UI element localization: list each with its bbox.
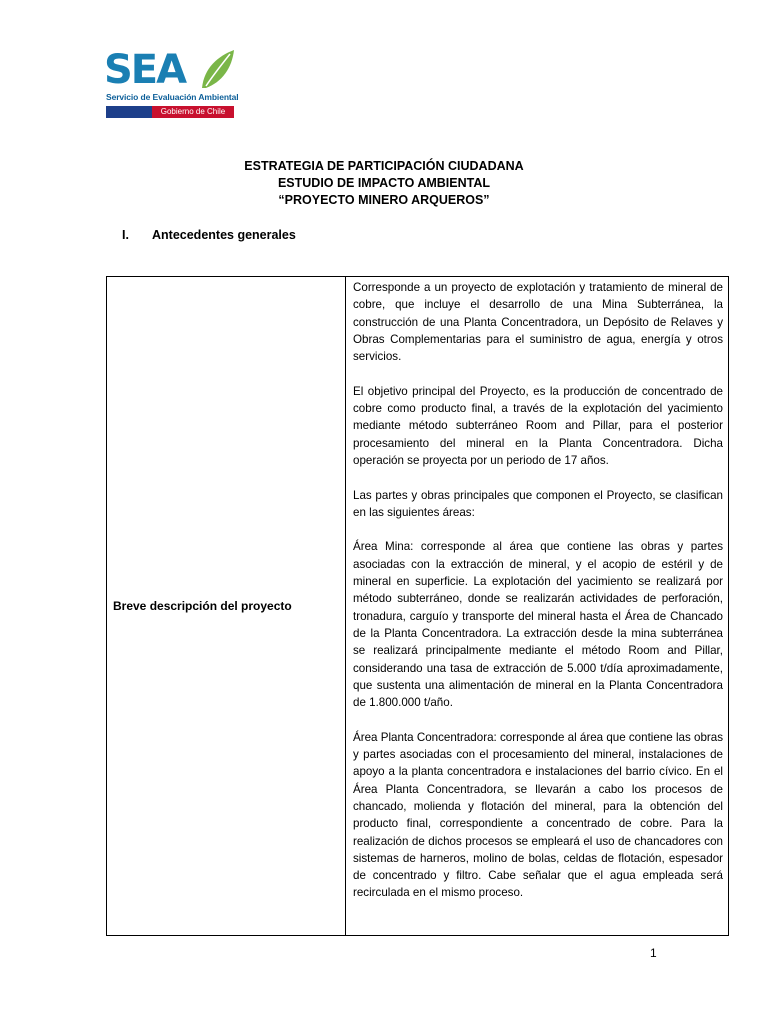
flag-blue-block <box>106 106 152 118</box>
government-banner <box>106 106 234 118</box>
section-heading <box>122 228 296 242</box>
project-info-table <box>106 276 729 936</box>
sea-logo <box>104 44 239 120</box>
description-paragraph: El objetivo principal del Proyecto, es la producción de concentrado de cobre como producto final, a través de la explotación del yacimiento mediante método subterráneo Room and Pillar, para el posterior procesamiento del mineral en la Planta Concentradora. Dicha operación se proyecta por un periodo de 17 años. <box>353 384 723 467</box>
page-number: 1 <box>650 946 657 960</box>
logo-brand-text: SEA <box>104 47 186 93</box>
table-row-label: Breve descripción del proyecto <box>113 599 292 613</box>
logo-subtitle: Servicio de Evaluación Ambiental <box>106 92 239 102</box>
description-paragraph: Corresponde a un proyecto de explotación y tratamiento de mineral de cobre, que incluye el desarrollo de una Mina Subterránea, la construcción de una Planta Concentradora, un Depósito de Relaves y Obras Complementarias para el suministro de agua, energía y otros servicios. <box>353 281 723 364</box>
document-title-line-1: ESTRATEGIA DE PARTICIPACIÓN CIUDADANA <box>244 159 524 173</box>
description-paragraph: Área Mina: corresponde al área que contiene las obras y partes asociadas con la extracción de mineral, y el acopio de estéril y de mineral en superficie. La explotación del yacimiento se realizará por método subterráneo, donde se realizarán actividades de perforación, tronadura, carguío y transporte del mineral hasta el Área de Chancado de la Planta Concentradora. La extracción desde la mina subterránea se realizará principalmente mediante el método Room and Pillar, considerando una tasa de extracción de 5.000 t/día aproximadamente, que sustenta una alimentación de mineral en la Planta Concentradora de 1.800.000 t/año. <box>353 540 723 710</box>
government-label: Gobierno de Chile <box>152 106 234 118</box>
section-title: Antecedentes generales <box>152 228 296 242</box>
table-column-divider <box>345 277 346 935</box>
document-title-line-2: ESTUDIO DE IMPACTO AMBIENTAL <box>277 176 491 190</box>
section-number: I. <box>122 228 129 242</box>
description-paragraph: Área Planta Concentradora: corresponde al área que contiene las obras y partes asociadas con el procesamiento del mineral, instalaciones de apoyo a la planta concentradora e instalaciones del barrio cívico. En el Área Planta Concentradora, se llevarán a cabo los procesos de chancado, molienda y flotación del mineral, para la obtención del producto final, correspondiente a concentrado de cobre. Para la realización de dichos procesos se empleará el uso de chancadores con sistemas de harneros, molino de bolas, celdas de flotación, espesador de concentrado y filtro. Cabe señalar que el agua empleada será recirculada en el mismo proceso. <box>353 730 723 900</box>
leaf-icon <box>196 48 236 92</box>
table-row-content <box>353 279 723 919</box>
description-paragraph: Las partes y obras principales que componen el Proyecto, se clasifican en las siguientes áreas: <box>353 488 723 519</box>
document-title-line-3: “PROYECTO MINERO ARQUEROS” <box>278 193 490 207</box>
